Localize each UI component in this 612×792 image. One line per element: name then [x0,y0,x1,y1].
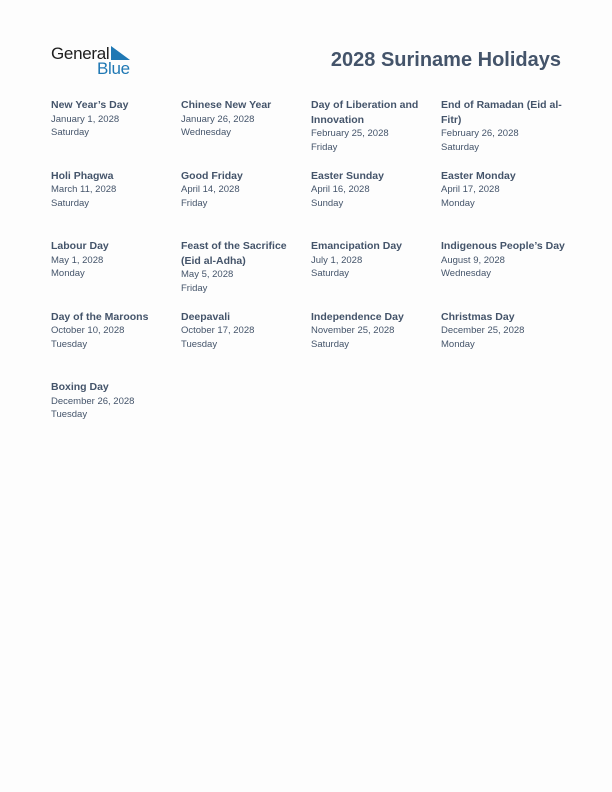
holiday-item [441,98,571,169]
holiday-date: May 1, 2028 [51,254,104,266]
holiday-item [51,169,181,240]
holiday-date: October 17, 2028 [181,325,255,336]
holiday-weekday: Friday [311,141,338,153]
holiday-weekday: Monday [441,338,475,350]
generalblue-logo [51,44,141,78]
holiday-name: Independence Day [311,310,404,323]
holiday-name: Chinese New Year [181,99,272,111]
holiday-name: Easter Sunday [311,169,384,182]
holiday-item [51,98,181,169]
holiday-item [51,239,181,310]
holiday-item [51,380,181,451]
holiday-name: Labour Day [51,240,109,252]
holiday-date: December 25, 2028 [441,325,525,336]
holiday-date: December 26, 2028 [51,395,135,407]
holiday-item [311,310,441,381]
holiday-date: January 1, 2028 [51,113,120,125]
holiday-weekday: Monday [441,197,475,209]
holiday-date: July 1, 2028 [311,254,363,266]
holiday-weekday: Wednesday [441,268,491,279]
holiday-date: March 11, 2028 [51,184,117,195]
logo-text-blue: Blue [97,59,130,78]
holiday-weekday: Saturday [311,268,350,279]
holiday-item [441,169,571,240]
holiday-weekday: Saturday [311,338,350,350]
holiday-date: April 17, 2028 [441,184,500,195]
holiday-date: April 14, 2028 [181,184,240,195]
holiday-name: Day of the Maroons [51,310,149,323]
holiday-weekday: Sunday [311,197,344,209]
holiday-weekday: Friday [181,197,208,209]
holiday-name: Holi Phagwa [51,169,114,182]
holiday-item [181,310,311,381]
holiday-weekday: Wednesday [181,127,231,138]
holiday-weekday: Saturday [441,141,480,153]
holiday-date: April 16, 2028 [311,184,370,195]
holiday-date: October 10, 2028 [51,325,125,336]
holiday-weekday: Monday [51,268,85,279]
page-title: 2028 Suriname Holidays [330,49,561,71]
holiday-name: Deepavali [181,310,231,323]
holiday-item [311,98,441,169]
holiday-weekday: Tuesday [51,338,88,350]
holiday-name: End of Ramadan (Eid al-Fitr) [441,99,562,126]
holiday-grid [51,98,571,451]
holiday-name: Feast of the Sacrifice (Eid al-Adha) [181,240,287,267]
holiday-name: Easter Monday [441,169,516,182]
holiday-date: November 25, 2028 [311,325,395,336]
logo-triangle-icon [111,46,130,60]
holiday-weekday: Tuesday [181,338,218,350]
holiday-name: Boxing Day [51,381,109,393]
holiday-item [311,239,441,310]
holiday-item [311,169,441,240]
holiday-date: May 5, 2028 [181,269,234,280]
holiday-date: August 9, 2028 [441,254,505,266]
holiday-item [51,310,181,381]
holiday-item [181,169,311,240]
holiday-name: Christmas Day [441,310,515,323]
holiday-name: Indigenous People’s Day [441,240,565,252]
holiday-date: February 25, 2028 [311,128,389,139]
logo-text-general: General [51,44,110,63]
holiday-weekday: Tuesday [51,409,88,420]
holiday-item [441,310,571,381]
holiday-name: Day of Liberation and Innovation [311,99,419,126]
holiday-name: New Year’s Day [51,99,129,111]
holiday-item [181,239,311,310]
holiday-date: February 26, 2028 [441,128,519,139]
holiday-name: Good Friday [181,169,243,182]
holiday-weekday: Saturday [51,127,90,138]
holiday-weekday: Saturday [51,197,90,209]
holiday-item [441,239,571,310]
holiday-weekday: Friday [181,282,208,294]
holiday-item [181,98,311,169]
holiday-date: January 26, 2028 [181,113,255,125]
holiday-name: Emancipation Day [311,240,403,252]
